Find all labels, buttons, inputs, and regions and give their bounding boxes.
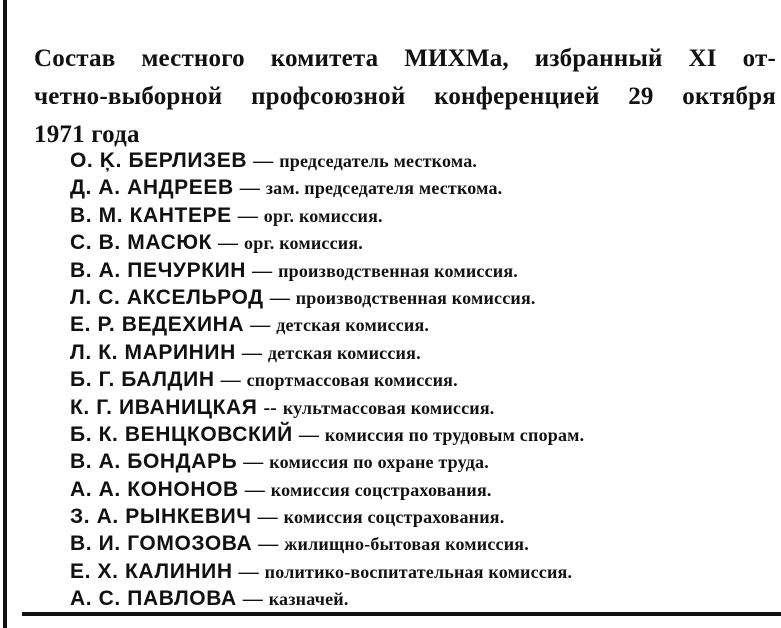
- member-role: детская комиссия.: [276, 315, 430, 336]
- member-role: жилищно-бытовая комиссия.: [284, 534, 529, 555]
- member-dash: —: [250, 314, 271, 337]
- member-row: [70, 585, 770, 612]
- member-name: Б. К. ВЕНЦКОВСКИЙ: [70, 422, 293, 446]
- heading-line-2: четно-выборной профсоюзной конференцией 29 октября: [34, 83, 776, 110]
- committee-member-list: [70, 147, 770, 613]
- member-dash: --: [263, 396, 277, 419]
- member-role: председатель месткома.: [279, 151, 478, 171]
- member-row: [70, 147, 770, 174]
- member-role: казначей.: [268, 589, 349, 610]
- member-row: [70, 530, 770, 557]
- member-name: О. Ķ. БЕРЛИЗЕВ: [70, 149, 248, 172]
- member-dash: —: [252, 259, 273, 282]
- member-role: зам. председателя месткома.: [265, 178, 503, 199]
- member-row: [70, 394, 770, 421]
- member-name: Е. Х. КАЛИНИН: [70, 559, 233, 583]
- member-row: [70, 174, 770, 201]
- member-row: [70, 311, 770, 338]
- member-dash: —: [253, 150, 274, 172]
- member-name: В. А. БОНДАРЬ: [70, 450, 238, 474]
- member-row: [70, 503, 770, 530]
- member-role: производственная комиссия.: [295, 287, 536, 308]
- member-row: [70, 339, 770, 366]
- member-name: Л. К. МАРИНИН: [70, 340, 236, 364]
- member-dash: —: [243, 451, 264, 474]
- member-name: Е. Р. ВЕДЕХИНА: [70, 313, 245, 337]
- member-name: С. В. МАСЮК: [70, 231, 213, 255]
- left-border-rule: [3, 0, 7, 628]
- committee-heading: [34, 40, 776, 154]
- member-name: В. И. ГОМОЗОВА: [70, 532, 253, 556]
- member-role: производственная комиссия.: [278, 260, 518, 281]
- member-row: [70, 558, 770, 585]
- member-name: А. А. КОНОНОВ: [70, 477, 239, 501]
- member-dash: —: [242, 588, 263, 611]
- member-dash: —: [258, 533, 279, 556]
- member-row: [70, 421, 770, 448]
- member-name: Д. А. АНДРЕЕВ: [70, 176, 234, 200]
- member-dash: —: [244, 478, 265, 501]
- member-role: политико-воспитательная комиссия.: [264, 561, 573, 582]
- member-row: [70, 366, 770, 393]
- member-dash: —: [237, 204, 258, 227]
- member-row: [70, 229, 770, 256]
- member-dash: —: [238, 560, 259, 583]
- member-dash: —: [239, 177, 260, 200]
- member-role: комиссия соцстрахования.: [283, 507, 505, 528]
- member-dash: —: [241, 341, 262, 364]
- member-name: Б. Г. БАЛДИН: [70, 368, 215, 392]
- heading-line-3: 1971 года: [34, 121, 140, 148]
- member-name: Л. С. АКСЕЛЬРОД: [70, 285, 264, 309]
- member-role: комиссия по охране труда.: [269, 452, 489, 473]
- member-dash: —: [218, 232, 239, 255]
- member-dash: —: [269, 286, 290, 309]
- member-dash: —: [220, 369, 241, 392]
- member-role: спортмассовая комиссия.: [246, 370, 458, 391]
- member-name: А. С. ПАВЛОВА: [70, 587, 237, 611]
- member-row: [70, 284, 770, 311]
- member-dash: —: [298, 423, 319, 446]
- member-row: [70, 257, 770, 284]
- member-role: орг. комиссия.: [244, 233, 364, 254]
- member-role: культмассовая комиссия.: [282, 397, 495, 418]
- bottom-border-rule: [22, 612, 781, 616]
- member-name: В. М. КАНТЕРЕ: [70, 203, 232, 227]
- member-name: К. Г. ИВАНИЦКАЯ: [70, 395, 258, 419]
- member-name: В. А. ПЕЧУРКИН: [70, 258, 247, 282]
- member-name: З. А. РЫНКЕВИЧ: [70, 505, 252, 529]
- member-row: [70, 476, 770, 503]
- member-role: комиссия соцстрахования.: [270, 479, 492, 500]
- heading-line-1: Состав местного комитета МИХМа, избранный XI от-: [34, 45, 776, 72]
- member-role: комиссия по трудовым спорам.: [324, 424, 585, 445]
- member-row: [70, 202, 770, 229]
- member-dash: —: [257, 506, 278, 529]
- member-role: орг. комиссия.: [263, 205, 383, 226]
- member-role: детская комиссия.: [267, 342, 421, 363]
- member-row: [70, 448, 770, 475]
